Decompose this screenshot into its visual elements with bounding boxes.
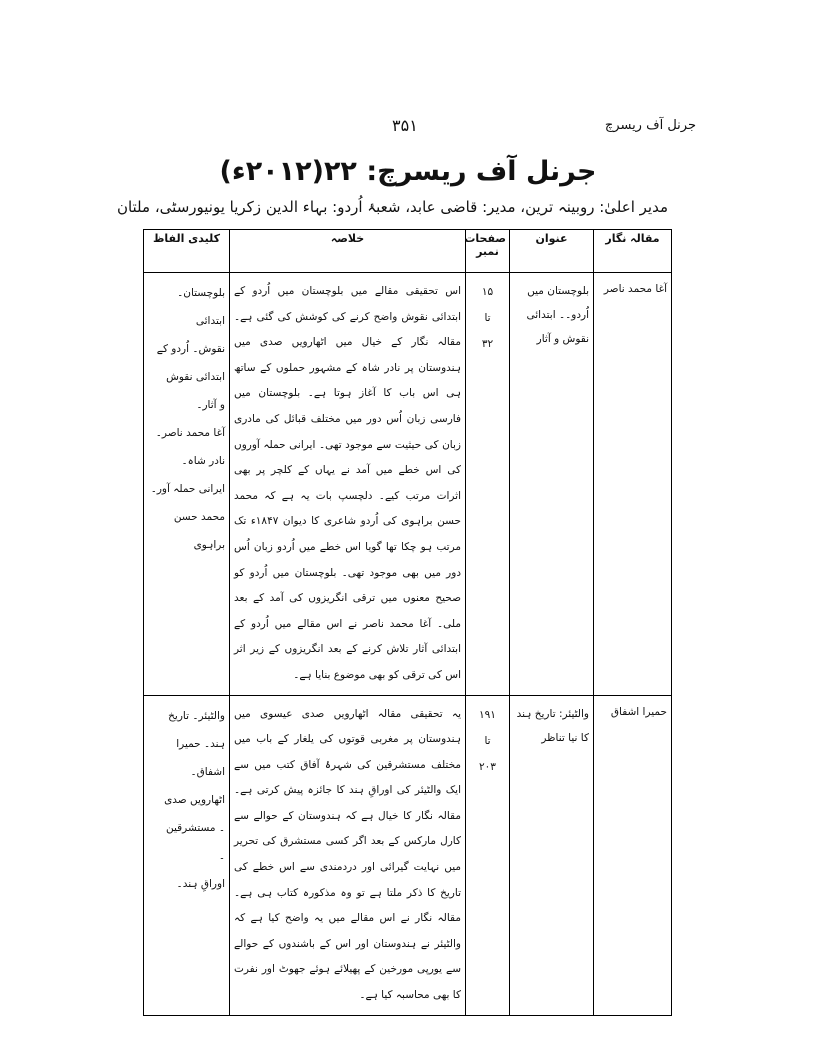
pages-cell [466, 273, 510, 696]
keyword: اٹھارویں صدی [164, 793, 225, 806]
header-pages: صفحات نمبر [466, 230, 510, 273]
running-header [120, 118, 696, 140]
title-cell: بلوچستان میں اُردو۔۔ ابتدائی نقوش و آثار [510, 273, 594, 696]
keyword: والٹیئر۔ تاریخ [168, 709, 225, 722]
header-summary: خلاصہ [230, 230, 466, 273]
page-to: ۲۰۳ [479, 760, 496, 773]
author-cell: حمیرا اشفاق [594, 695, 672, 1015]
table-row [144, 695, 672, 1015]
keyword: ۔ مستشرقین [166, 821, 225, 834]
author-cell: آغا محمد ناصر [594, 273, 672, 696]
page-to-word: تا [484, 734, 491, 747]
keyword: و آثار۔ [196, 399, 225, 411]
keyword: آغا محمد ناصر۔ [155, 427, 225, 439]
keyword: ہند۔ حمیرا اشفاق۔ [176, 737, 225, 778]
page-number: ۳۵۱ [392, 116, 418, 135]
page-to-word: تا [484, 312, 491, 324]
summary-cell: اس تحقیقی مقالے میں بلوچستان میں اُردو کے ابتدائی نقوش واضح کرنے کی کوشش کی گئی ہے۔ مقالہ نگار کے خیال میں اٹھارویں صدی میں ہندوستان پر نادر شاہ کے مشہور حملوں کے ساتھ ہی اس باب کا آغاز ہوتا ہے۔ بلوچستان میں فارسی زبان اُس دور میں مختلف قبائل کی مادری زبان کی حیثیت سے موجود تھی۔ ایرانی حملہ آوروں کی اس خطے میں آمد نے یہاں کے کلچر پر بھی اثرات مرتب کیے۔ دلچسپ بات یہ ہے کہ محمد حسن براہوی کی اُردو شاعری کا دیوان ۱۸۴۷ء تک مرتب ہو چکا تھا گویا اس خطے میں اُردو زبان اُس دور میں بھی موجود تھی۔ بلوچستان میں اُردو کو صحیح معنوں میں ترقی انگریزوں کی آمد کے بعد ملی۔ آغا محمد ناصر نے اس مقالے میں اُردو کے ابتدائی آثار تلاش کرنے کے بعد انگریزوں کے زیر اثر اس کی ترقی کو بھی موضوع بنایا ہے۔ [230, 273, 466, 696]
pages-cell [466, 695, 510, 1015]
keyword: بلوچستان۔ ابتدائی [177, 287, 225, 327]
keywords-cell [144, 695, 230, 1015]
table-row [144, 273, 672, 696]
title-cell: والٹیئر: تاریخ ہند کا نیا تناظر [510, 695, 594, 1015]
page-title: جرنل آف ریسرچ: ۲۲(۲۰۱۲ء) [219, 156, 597, 187]
keyword: نقوش۔ اُردو کے [156, 343, 225, 355]
articles-table [143, 229, 672, 1016]
keyword: ابتدائی نقوش [166, 371, 225, 383]
keyword: ۔ [218, 849, 225, 862]
page-from: ۱۵ [481, 286, 494, 298]
keywords-cell [144, 273, 230, 696]
header-keywords: کلیدی الفاظ [144, 230, 230, 273]
editors-line: مدیر اعلیٰ: روبینہ ترین، مدیر: قاضی عابد، شعبۂ اُردو: بہاء الدین زکریا یونیورسٹی، ملتان [116, 198, 668, 216]
summary-cell: یہ تحقیقی مقالہ اٹھارویں صدی عیسوی میں ہندوستان پر مغربی قوتوں کی یلغار کے باب میں مختلف مستشرقین کی شہرۂ آفاق کتب میں سے ایک والٹیئر کی اوراقِ ہند کا جائزہ پیش کرتی ہے۔ مقالہ نگار کا خیال ہے کہ ہندوستان کے حوالے سے کارل مارکس کے بعد اگر کسی مستشرق کی تحریر میں نہایت گیرائی اور دردمندی سے اس خطے کی تاریخ کا ذکر ملتا ہے تو وہ مذکورہ کتاب ہی ہے۔ مقالہ نگار نے اس مقالے میں یہ واضح کیا ہے کہ والٹیئر نے ہندوستان اور اس کے باشندوں کے حوالے سے یورپی مورخین کے پھیلائے ہوئے جھوٹ اور نفرت کا بھی محاسبہ کیا ہے۔ [230, 695, 466, 1015]
keyword: ایرانی حملہ آور۔ [150, 483, 225, 495]
keyword: محمد حسن براہوی [173, 511, 225, 551]
header-author: مقالہ نگار [594, 230, 672, 273]
keyword: اوراقِ ہند۔ [176, 877, 225, 890]
header-title: عنوان [510, 230, 594, 273]
keyword: نادر شاہ۔ [181, 455, 225, 467]
table-header-row [144, 230, 672, 273]
running-title: جرنل آف ریسرچ [604, 118, 696, 133]
page-to: ۳۲ [481, 338, 494, 350]
page-from: ۱۹۱ [479, 708, 496, 721]
